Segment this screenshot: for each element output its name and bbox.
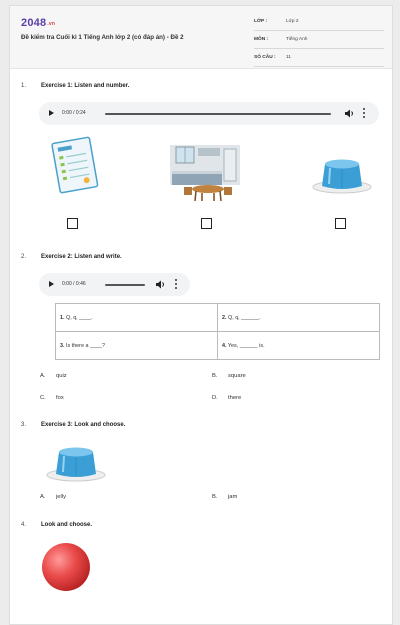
table-cell: 1. Q, q, ____. xyxy=(56,304,218,332)
question-title: Exercise 1: Listen and number. xyxy=(41,83,130,89)
meta-row-class xyxy=(254,16,384,31)
question-title: Exercise 3: Look and choose. xyxy=(41,422,126,428)
question-title: Exercise 2: Listen and write. xyxy=(41,254,122,260)
table-cell: 3. Is there a ____? xyxy=(56,332,218,360)
question-1-heading xyxy=(21,83,129,89)
meta-value: Lớp 2 xyxy=(286,19,299,24)
volume-icon[interactable] xyxy=(345,109,355,118)
audio-progress-track[interactable] xyxy=(105,284,145,286)
question-number: 3. xyxy=(21,422,27,428)
audio-time: 0:00 / 0:46 xyxy=(62,281,86,287)
question-title: Look and choose. xyxy=(41,522,93,528)
table-row xyxy=(56,332,380,360)
meta-row-count xyxy=(254,52,384,67)
fill-in-table xyxy=(55,303,380,360)
more-options-icon[interactable] xyxy=(175,279,177,290)
answer-option-c[interactable]: C. fox xyxy=(40,395,64,401)
red-ball-image xyxy=(40,541,92,593)
volume-icon[interactable] xyxy=(156,280,166,289)
meta-value: Tiếng Anh xyxy=(286,37,308,42)
jelly-image xyxy=(310,154,374,196)
answer-checkbox-1[interactable] xyxy=(67,218,78,229)
question-number: 2. xyxy=(21,254,27,260)
document-title: Đề kiểm tra Cuối kì 1 Tiếng Anh lớp 2 (có đáp án) - Đề 2 xyxy=(21,34,184,41)
question-number: 4. xyxy=(21,522,27,528)
answer-option-a[interactable]: A. jelly xyxy=(40,494,66,500)
play-icon[interactable] xyxy=(49,281,54,287)
meta-label: SỐ CÂU : xyxy=(254,55,276,60)
worksheet-header xyxy=(10,6,392,69)
audio-time: 0:00 / 0:24 xyxy=(62,110,86,116)
answer-option-d[interactable]: D. there xyxy=(212,395,242,401)
quiz-sheet-image xyxy=(48,136,102,196)
meta-value: 11 xyxy=(286,55,291,60)
audio-player-1 xyxy=(39,102,379,125)
answer-option-a[interactable]: A. quiz xyxy=(40,373,67,379)
meta-row-subject xyxy=(254,34,384,49)
answer-checkbox-2[interactable] xyxy=(201,218,212,229)
play-icon[interactable] xyxy=(49,110,54,116)
jelly-image xyxy=(44,442,108,484)
question-4-heading xyxy=(21,522,92,528)
answer-checkbox-3[interactable] xyxy=(335,218,346,229)
question-2-heading xyxy=(21,254,122,260)
meta-label: MÔN : xyxy=(254,37,269,42)
table-cell: 4. Yes, ______ is. xyxy=(218,332,380,360)
site-logo[interactable]: 2048.vn xyxy=(21,17,56,29)
audio-progress-track[interactable] xyxy=(105,113,331,115)
meta-info xyxy=(254,16,384,70)
meta-label: LỚP : xyxy=(254,19,268,24)
worksheet-page xyxy=(9,5,393,625)
answer-option-b[interactable]: B. square xyxy=(212,373,246,379)
audio-player-2 xyxy=(39,273,190,296)
more-options-icon[interactable] xyxy=(363,108,365,119)
question-3-heading xyxy=(21,422,125,428)
table-cell: 2. Q, q, ______. xyxy=(218,304,380,332)
table-row xyxy=(56,304,380,332)
question-number: 1. xyxy=(21,83,27,89)
answer-option-b[interactable]: B. jam xyxy=(212,494,238,500)
kitchen-image xyxy=(168,143,242,203)
